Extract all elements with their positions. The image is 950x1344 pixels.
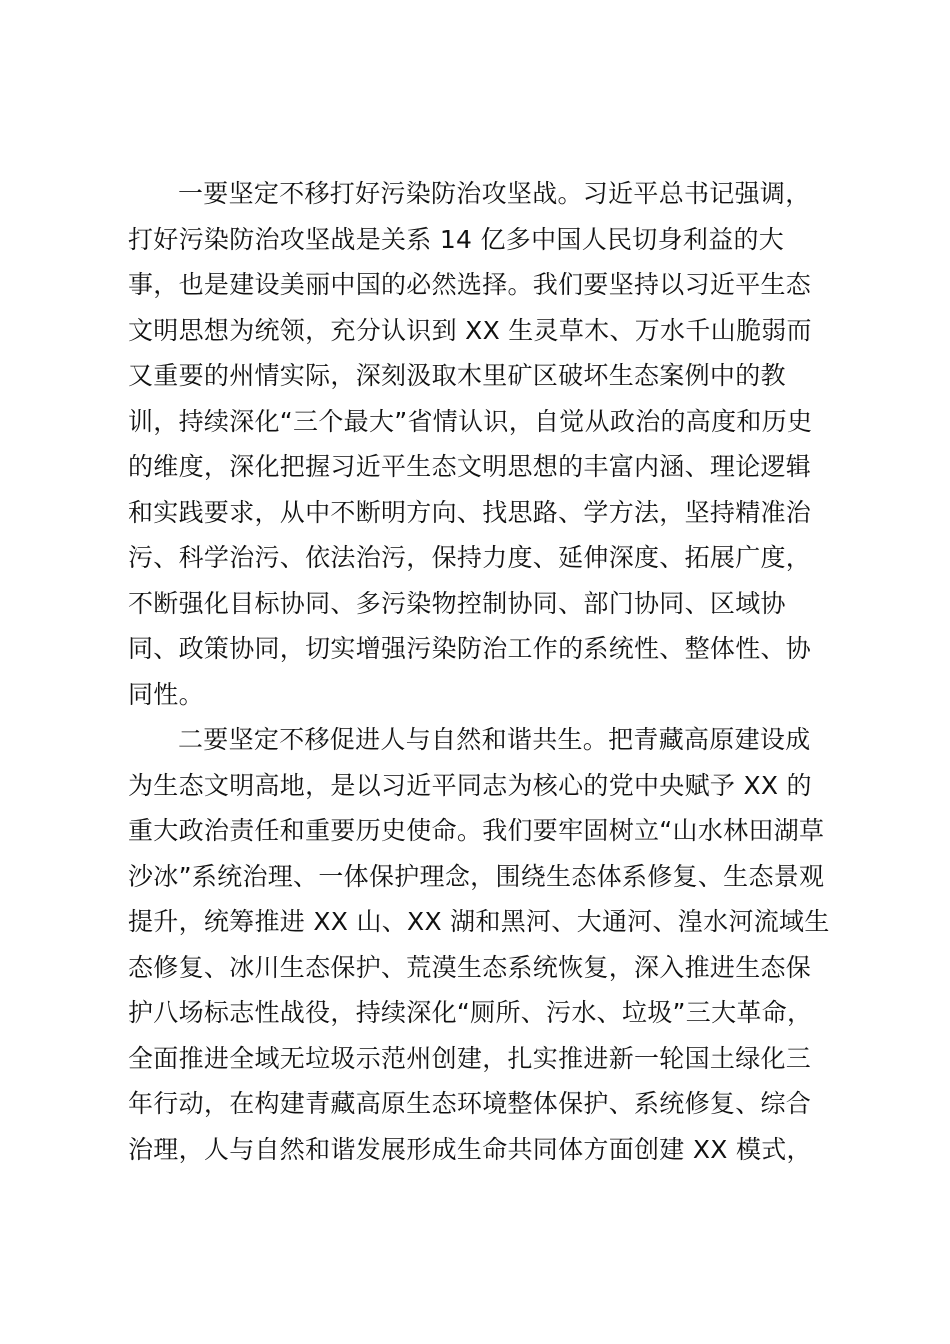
text-line: 同性。 [128, 679, 204, 709]
text-line: 事，也是建设美丽中国的必然选择。我们要坚持以习近平生态 [128, 270, 812, 299]
text-line: 全面推进全域无垃圾示范州创建，扎实推进新一轮国土绿化三 [128, 1043, 812, 1073]
text-line: 年行动，在构建青藏高原生态环境整体保护、系统修复、综合 [128, 1089, 812, 1118]
text-line: 二要坚定不移促进人与自然和谐共生。把青藏高原建设成 [178, 725, 811, 754]
text-line: 文明思想为统领，充分认识到 XX 生灵草木、万水千山脆弱而 [128, 315, 812, 345]
text-line: 又重要的州情实际，深刻汲取木里矿区破坏生态案例中的教 [128, 361, 786, 390]
text-line: 沙冰”系统治理、一体保护理念，围绕生态体系修复、生态景观 [128, 861, 825, 891]
text-line: 打好污染防治攻坚战是关系 14 亿多中国人民切身利益的大 [128, 224, 785, 254]
text-line: 一要坚定不移打好污染防治攻坚战。习近平总书记强调， [178, 179, 811, 208]
text-line: 污、科学治污、依法治污，保持力度、延伸深度、拓展广度， [128, 543, 812, 572]
text-line: 护八场标志性战役，持续深化“厕所、污水、垃圾”三大革命， [128, 998, 813, 1027]
text-line: 治理，人与自然和谐发展形成生命共同体方面创建 XX 模式， [128, 1134, 812, 1164]
text-line: 训，持续深化“三个最大”省情认识，自觉从政治的高度和历史 [128, 406, 813, 436]
text-line: 提升，统筹推进 XX 山、XX 湖和黑河、大通河、湟水河流域生 [128, 907, 830, 936]
text-line: 态修复、冰川生态保护、荒漠生态系统恢复，深入推进生态保 [128, 952, 812, 982]
text-line: 为生态文明高地，是以习近平同志为核心的党中央赋予 XX 的 [128, 770, 812, 800]
text-line: 和实践要求，从中不断明方向、找思路、学方法，坚持精准治 [128, 497, 812, 527]
text-line: 的维度，深化把握习近平生态文明思想的丰富内涵、理论逻辑 [128, 452, 812, 481]
paragraph-harmony-with-nature [128, 717, 828, 1172]
body-text [128, 171, 828, 1172]
text-line: 同、政策协同，切实增强污染防治工作的系统性、整体性、协 [128, 634, 812, 663]
paragraph-pollution-prevention [128, 171, 828, 717]
text-line: 重大政治责任和重要历史使命。我们要牢固树立“山水林田湖草 [128, 816, 825, 845]
text-line: 不断强化目标协同、多污染物控制协同、部门协同、区域协 [128, 588, 786, 618]
